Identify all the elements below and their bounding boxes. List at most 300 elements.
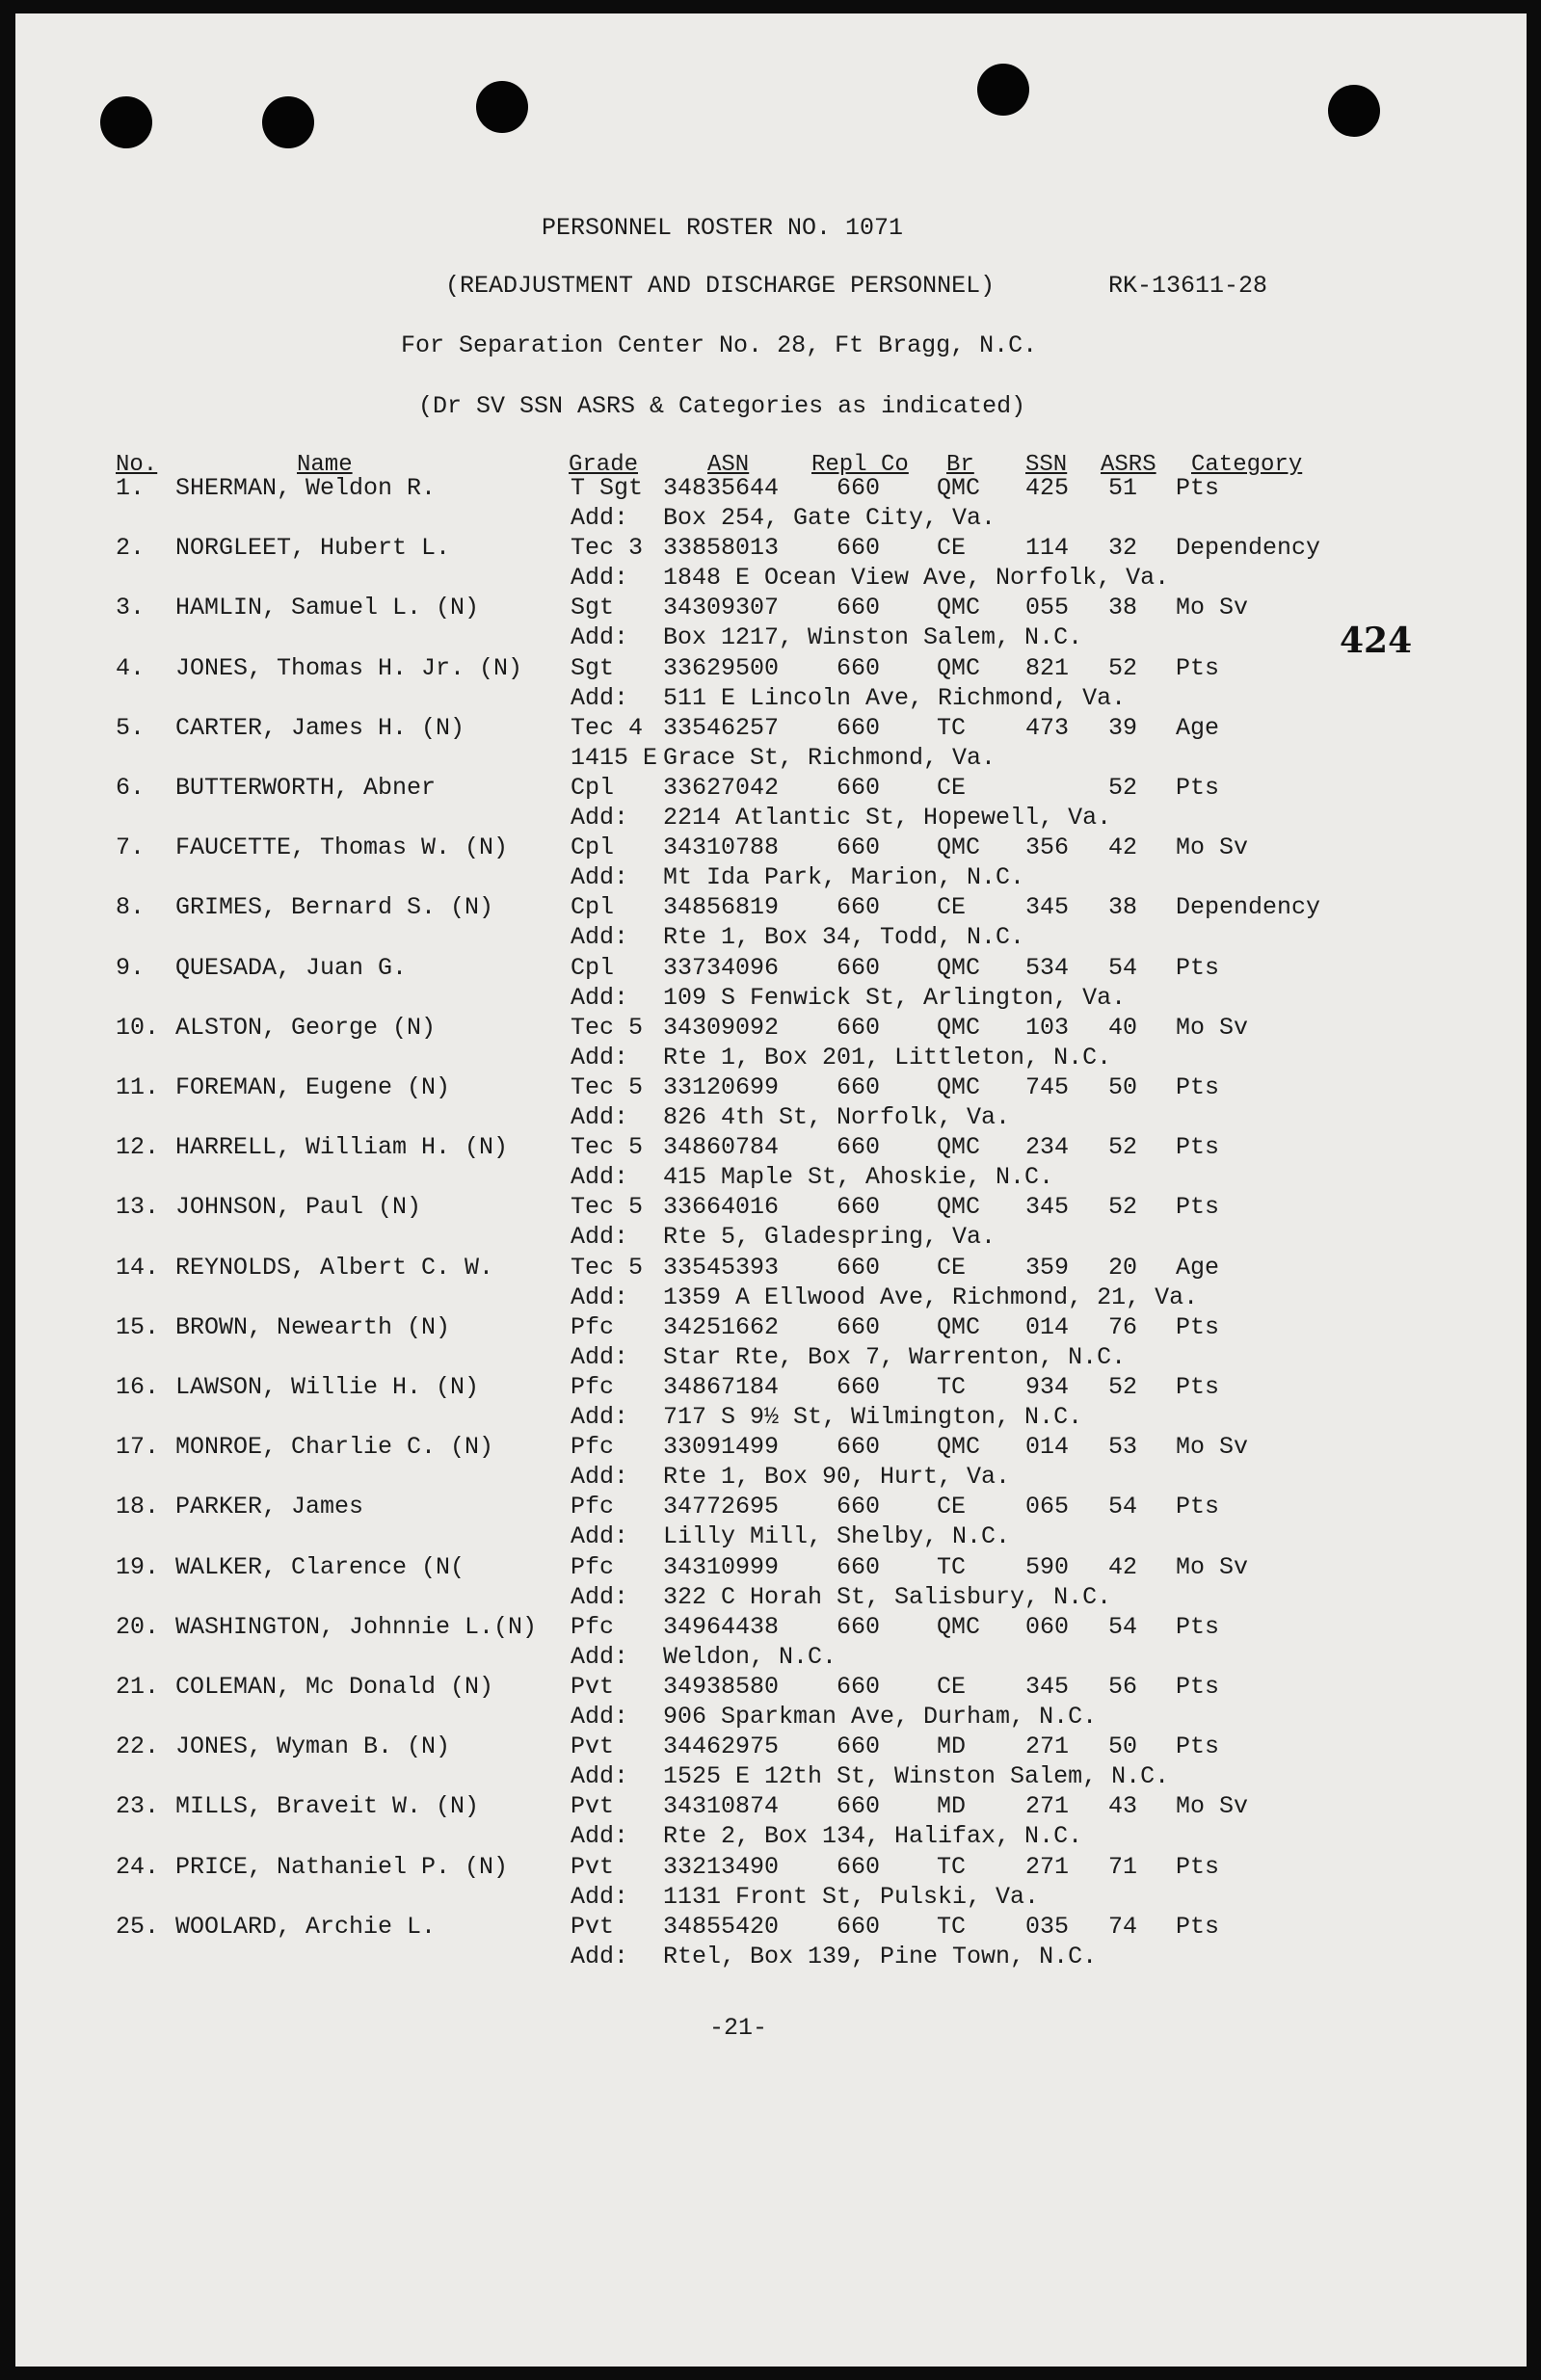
row-grade: Tec 5 [571, 1253, 644, 1282]
row-name: SHERMAN, Weldon R. [175, 474, 437, 502]
table-row [15, 1254, 1527, 1313]
row-name: MONROE, Charlie C. (N) [175, 1433, 494, 1462]
row-asrs: 51 [1108, 474, 1138, 502]
row-address-label: Add: [571, 923, 629, 952]
col-br: Br [946, 452, 974, 478]
row-repl-co: 660 [837, 893, 881, 922]
row-branch: CE [937, 1253, 967, 1282]
row-category: Mo Sv [1176, 833, 1249, 862]
row-branch: QMC [937, 1312, 981, 1341]
row-grade: Pfc [571, 1373, 615, 1401]
row-asn: 33734096 [663, 953, 780, 982]
row-ssn: 035 [1025, 1912, 1070, 1941]
row-branch: QMC [937, 1612, 981, 1641]
row-asn: 34867184 [663, 1373, 780, 1401]
row-grade: Pvt [571, 1732, 615, 1761]
row-asrs: 52 [1108, 1373, 1138, 1401]
row-category: Dependency [1176, 893, 1321, 922]
row-ssn: 821 [1025, 653, 1070, 682]
table-row [15, 1014, 1527, 1073]
row-asrs: 54 [1108, 1493, 1138, 1521]
row-category: Pts [1176, 1193, 1220, 1222]
row-repl-co: 660 [837, 1312, 881, 1341]
row-branch: QMC [937, 953, 981, 982]
row-address: Rte 1, Box 90, Hurt, Va. [663, 1463, 1011, 1492]
row-address-label: Add: [571, 1103, 629, 1131]
roster-title: PERSONNEL ROSTER NO. 1071 [542, 214, 904, 242]
row-repl-co: 660 [837, 1073, 881, 1101]
row-address-label: Add: [571, 1942, 629, 1970]
row-category: Pts [1176, 1912, 1220, 1941]
row-number: 12. [116, 1133, 160, 1162]
row-branch: CE [937, 893, 967, 922]
row-number: 2. [116, 534, 146, 563]
row-asn: 34310788 [663, 833, 780, 862]
table-row [15, 1313, 1527, 1373]
row-asrs: 74 [1108, 1912, 1138, 1941]
row-branch: QMC [937, 1013, 981, 1042]
row-asrs: 32 [1108, 534, 1138, 563]
row-number: 9. [116, 953, 146, 982]
row-asn: 34309307 [663, 594, 780, 622]
col-name: Name [297, 452, 353, 478]
row-address-label: Add: [571, 564, 629, 593]
col-asn: ASN [707, 452, 750, 478]
page-number: -21- [709, 2014, 768, 2042]
row-number: 8. [116, 893, 146, 922]
row-ssn: 234 [1025, 1133, 1070, 1162]
row-address: 1359 A Ellwood Ave, Richmond, 21, Va. [663, 1283, 1199, 1311]
row-address-label: 1415 E [571, 743, 658, 772]
page-stamp: 424 [1340, 621, 1413, 661]
row-grade: Tec 4 [571, 713, 644, 742]
row-branch: QMC [937, 1133, 981, 1162]
row-ssn: 345 [1025, 1193, 1070, 1222]
row-address: 1848 E Ocean View Ave, Norfolk, Va. [663, 564, 1170, 593]
row-repl-co: 660 [837, 833, 881, 862]
row-repl-co: 660 [837, 1612, 881, 1641]
row-number: 24. [116, 1852, 160, 1881]
row-name: LAWSON, Willie H. (N) [175, 1373, 480, 1401]
row-asn: 34462975 [663, 1732, 780, 1761]
row-grade: Pfc [571, 1493, 615, 1521]
table-row [15, 1493, 1527, 1552]
table-row [15, 774, 1527, 833]
row-grade: Pvt [571, 1792, 615, 1821]
row-repl-co: 660 [837, 953, 881, 982]
row-asrs: 71 [1108, 1852, 1138, 1881]
row-branch: MD [937, 1732, 967, 1761]
row-name: FOREMAN, Eugene (N) [175, 1073, 451, 1101]
row-ssn: 114 [1025, 534, 1070, 563]
row-name: REYNOLDS, Albert C. W. [175, 1253, 494, 1282]
col-category: Category [1191, 452, 1303, 478]
table-row [15, 1373, 1527, 1433]
row-repl-co: 660 [837, 713, 881, 742]
row-category: Pts [1176, 653, 1220, 682]
table-row [15, 1673, 1527, 1732]
row-address-label: Add: [571, 1822, 629, 1851]
table-row [15, 1792, 1527, 1852]
row-address: Star Rte, Box 7, Warrenton, N.C. [663, 1342, 1127, 1371]
row-grade: Cpl [571, 953, 615, 982]
row-number: 17. [116, 1433, 160, 1462]
row-branch: CE [937, 774, 967, 802]
row-asn: 33545393 [663, 1253, 780, 1282]
row-address-label: Add: [571, 1703, 629, 1731]
table-row [15, 714, 1527, 774]
row-repl-co: 660 [837, 1792, 881, 1821]
row-ssn: 425 [1025, 474, 1070, 502]
table-row [15, 1133, 1527, 1193]
row-ssn: 103 [1025, 1013, 1070, 1042]
row-address: Rtel, Box 139, Pine Town, N.C. [663, 1942, 1098, 1970]
row-name: PARKER, James [175, 1493, 364, 1521]
row-repl-co: 660 [837, 1133, 881, 1162]
row-branch: CE [937, 1493, 967, 1521]
row-asrs: 52 [1108, 1193, 1138, 1222]
row-repl-co: 660 [837, 1433, 881, 1462]
table-row [15, 1913, 1527, 1972]
row-ssn: 345 [1025, 1673, 1070, 1701]
row-address: 826 4th St, Norfolk, Va. [663, 1103, 1011, 1131]
row-repl-co: 660 [837, 474, 881, 502]
row-grade: Pfc [571, 1312, 615, 1341]
col-grade: Grade [569, 452, 639, 478]
table-row [15, 1073, 1527, 1133]
row-address: Rte 1, Box 201, Littleton, N.C. [663, 1043, 1112, 1071]
row-number: 15. [116, 1312, 160, 1341]
row-number: 11. [116, 1073, 160, 1101]
row-category: Mo Sv [1176, 1433, 1249, 1462]
row-branch: QMC [937, 653, 981, 682]
row-number: 23. [116, 1792, 160, 1821]
row-number: 6. [116, 774, 146, 802]
table-row [15, 893, 1527, 953]
row-asn: 34772695 [663, 1493, 780, 1521]
row-branch: QMC [937, 594, 981, 622]
row-number: 5. [116, 713, 146, 742]
punch-hole [476, 81, 528, 133]
row-grade: Pfc [571, 1612, 615, 1641]
row-name: COLEMAN, Mc Donald (N) [175, 1673, 494, 1701]
row-branch: QMC [937, 1193, 981, 1222]
row-ssn: 745 [1025, 1073, 1070, 1101]
row-number: 19. [116, 1552, 160, 1581]
row-asrs: 38 [1108, 594, 1138, 622]
row-branch: QMC [937, 1073, 981, 1101]
row-repl-co: 660 [837, 1732, 881, 1761]
row-number: 13. [116, 1193, 160, 1222]
row-grade: Pvt [571, 1673, 615, 1701]
row-name: WALKER, Clarence (N( [175, 1552, 465, 1581]
row-address: 717 S 9½ St, Wilmington, N.C. [663, 1403, 1083, 1431]
punch-hole [262, 96, 314, 148]
row-ssn: 271 [1025, 1792, 1070, 1821]
punch-hole [1328, 85, 1380, 137]
row-ssn: 345 [1025, 893, 1070, 922]
table-row [15, 594, 1527, 653]
row-ssn: 060 [1025, 1612, 1070, 1641]
row-address: Weldon, N.C. [663, 1642, 837, 1671]
row-name: JONES, Thomas H. Jr. (N) [175, 653, 523, 682]
row-asn: 34309092 [663, 1013, 780, 1042]
row-address-label: Add: [571, 623, 629, 652]
row-repl-co: 660 [837, 774, 881, 802]
row-asrs: 54 [1108, 1612, 1138, 1641]
row-number: 7. [116, 833, 146, 862]
row-address-label: Add: [571, 1043, 629, 1071]
row-asn: 34310874 [663, 1792, 780, 1821]
row-category: Pts [1176, 474, 1220, 502]
row-number: 20. [116, 1612, 160, 1641]
row-repl-co: 660 [837, 1852, 881, 1881]
roster-note: (Dr SV SSN ASRS & Categories as indicated) [418, 392, 1026, 420]
row-number: 22. [116, 1732, 160, 1761]
row-name: BROWN, Newearth (N) [175, 1312, 451, 1341]
row-grade: Pvt [571, 1912, 615, 1941]
table-row [15, 1193, 1527, 1253]
row-name: CARTER, James H. (N) [175, 713, 465, 742]
row-grade: Tec 5 [571, 1133, 644, 1162]
row-asn: 34835644 [663, 474, 780, 502]
row-grade: Cpl [571, 833, 615, 862]
row-number: 21. [116, 1673, 160, 1701]
row-address-label: Add: [571, 1163, 629, 1192]
row-asrs: 52 [1108, 1133, 1138, 1162]
row-grade: Tec 3 [571, 534, 644, 563]
row-category: Pts [1176, 1852, 1220, 1881]
row-grade: Tec 5 [571, 1193, 644, 1222]
row-grade: Sgt [571, 653, 615, 682]
row-name: WASHINGTON, Johnnie L.(N) [175, 1612, 538, 1641]
row-address: Grace St, Richmond, Va. [663, 743, 996, 772]
row-asn: 34310999 [663, 1552, 780, 1581]
row-address-label: Add: [571, 804, 629, 832]
row-grade: Tec 5 [571, 1013, 644, 1042]
row-address-label: Add: [571, 504, 629, 532]
row-number: 4. [116, 653, 146, 682]
table-row [15, 1433, 1527, 1493]
row-number: 1. [116, 474, 146, 502]
roster-page [15, 13, 1527, 2367]
row-asn: 34938580 [663, 1673, 780, 1701]
table-row [15, 1853, 1527, 1913]
row-asrs: 38 [1108, 893, 1138, 922]
row-category: Mo Sv [1176, 1013, 1249, 1042]
row-branch: TC [937, 1912, 967, 1941]
row-branch: CE [937, 1673, 967, 1701]
row-asn: 33858013 [663, 534, 780, 563]
table-row [15, 833, 1527, 893]
row-category: Pts [1176, 774, 1220, 802]
row-category: Pts [1176, 1373, 1220, 1401]
row-category: Pts [1176, 1073, 1220, 1101]
row-repl-co: 660 [837, 1013, 881, 1042]
row-category: Pts [1176, 953, 1220, 982]
row-repl-co: 660 [837, 653, 881, 682]
row-address-label: Add: [571, 1582, 629, 1611]
col-no: No. [116, 452, 158, 478]
row-asrs: 40 [1108, 1013, 1138, 1042]
row-asrs: 52 [1108, 653, 1138, 682]
col-asrs: ASRS [1101, 452, 1156, 478]
row-address-label: Add: [571, 1463, 629, 1492]
table-row [15, 474, 1527, 534]
row-branch: CE [937, 534, 967, 563]
row-asn: 34251662 [663, 1312, 780, 1341]
row-grade: Cpl [571, 774, 615, 802]
row-asrs: 50 [1108, 1073, 1138, 1101]
row-category: Mo Sv [1176, 594, 1249, 622]
row-address: Rte 5, Gladespring, Va. [663, 1223, 996, 1252]
row-name: WOOLARD, Archie L. [175, 1912, 437, 1941]
row-grade: Pfc [571, 1552, 615, 1581]
row-name: QUESADA, Juan G. [175, 953, 408, 982]
row-address: 415 Maple St, Ahoskie, N.C. [663, 1163, 1054, 1192]
row-ssn: 014 [1025, 1312, 1070, 1341]
row-ssn: 934 [1025, 1373, 1070, 1401]
table-row [15, 1732, 1527, 1792]
row-ssn: 534 [1025, 953, 1070, 982]
row-asn: 33120699 [663, 1073, 780, 1101]
row-address: 322 C Horah St, Salisbury, N.C. [663, 1582, 1112, 1611]
row-address: Box 254, Gate City, Va. [663, 504, 996, 532]
row-branch: TC [937, 1373, 967, 1401]
row-branch: QMC [937, 833, 981, 862]
row-address-label: Add: [571, 1223, 629, 1252]
row-address-label: Add: [571, 1342, 629, 1371]
row-address-label: Add: [571, 863, 629, 892]
row-asrs: 54 [1108, 953, 1138, 982]
row-number: 18. [116, 1493, 160, 1521]
row-name: JONES, Wyman B. (N) [175, 1732, 451, 1761]
row-repl-co: 660 [837, 1912, 881, 1941]
row-category: Pts [1176, 1493, 1220, 1521]
row-asrs: 76 [1108, 1312, 1138, 1341]
row-category: Pts [1176, 1612, 1220, 1641]
row-ssn: 271 [1025, 1732, 1070, 1761]
row-branch: MD [937, 1792, 967, 1821]
row-address: 2214 Atlantic St, Hopewell, Va. [663, 804, 1112, 832]
row-asrs: 50 [1108, 1732, 1138, 1761]
row-repl-co: 660 [837, 1673, 881, 1701]
row-address: Mt Ida Park, Marion, N.C. [663, 863, 1025, 892]
row-asrs: 56 [1108, 1673, 1138, 1701]
row-category: Pts [1176, 1312, 1220, 1341]
row-asn: 33629500 [663, 653, 780, 682]
row-address: 109 S Fenwick St, Arlington, Va. [663, 983, 1127, 1012]
row-branch: TC [937, 1552, 967, 1581]
row-asn: 33213490 [663, 1852, 780, 1881]
row-asn: 33627042 [663, 774, 780, 802]
row-address: 511 E Lincoln Ave, Richmond, Va. [663, 683, 1127, 712]
row-address: Box 1217, Winston Salem, N.C. [663, 623, 1083, 652]
row-repl-co: 660 [837, 1253, 881, 1282]
row-number: 16. [116, 1373, 160, 1401]
separation-center: For Separation Center No. 28, Ft Bragg, N.C. [401, 331, 1038, 359]
row-name: BUTTERWORTH, Abner [175, 774, 437, 802]
row-address-label: Add: [571, 1283, 629, 1311]
row-name: JOHNSON, Paul (N) [175, 1193, 422, 1222]
row-grade: Tec 5 [571, 1073, 644, 1101]
row-address-label: Add: [571, 1522, 629, 1551]
row-asrs: 20 [1108, 1253, 1138, 1282]
row-category: Mo Sv [1176, 1792, 1249, 1821]
row-number: 3. [116, 594, 146, 622]
row-ssn: 014 [1025, 1433, 1070, 1462]
table-row [15, 1553, 1527, 1613]
row-number: 25. [116, 1912, 160, 1941]
row-ssn: 055 [1025, 594, 1070, 622]
row-category: Pts [1176, 1673, 1220, 1701]
row-name: ALSTON, George (N) [175, 1013, 437, 1042]
row-asrs: 42 [1108, 833, 1138, 862]
row-grade: Sgt [571, 594, 615, 622]
row-name: GRIMES, Bernard S. (N) [175, 893, 494, 922]
row-branch: TC [937, 1852, 967, 1881]
row-repl-co: 660 [837, 594, 881, 622]
reference-number: RK-13611-28 [1108, 272, 1268, 300]
row-asrs: 42 [1108, 1552, 1138, 1581]
row-address: Rte 2, Box 134, Halifax, N.C. [663, 1822, 1083, 1851]
row-branch: QMC [937, 474, 981, 502]
row-number: 14. [116, 1253, 160, 1282]
row-ssn: 590 [1025, 1552, 1070, 1581]
row-ssn: 271 [1025, 1852, 1070, 1881]
row-grade: Pvt [571, 1852, 615, 1881]
row-address: 906 Sparkman Ave, Durham, N.C. [663, 1703, 1098, 1731]
row-address: 1131 Front St, Pulski, Va. [663, 1882, 1040, 1911]
row-ssn: 359 [1025, 1253, 1070, 1282]
row-address-label: Add: [571, 983, 629, 1012]
row-asrs: 53 [1108, 1433, 1138, 1462]
table-row [15, 954, 1527, 1014]
row-category: Age [1176, 713, 1220, 742]
table-row [15, 654, 1527, 714]
row-address: Rte 1, Box 34, Todd, N.C. [663, 923, 1025, 952]
row-category: Pts [1176, 1732, 1220, 1761]
row-asn: 34855420 [663, 1912, 780, 1941]
row-grade: Cpl [571, 893, 615, 922]
col-ssn: SSN [1025, 452, 1068, 478]
row-ssn: 065 [1025, 1493, 1070, 1521]
row-asn: 33546257 [663, 713, 780, 742]
col-repl-co: Repl Co [811, 452, 909, 478]
row-name: HAMLIN, Samuel L. (N) [175, 594, 480, 622]
row-address-label: Add: [571, 1762, 629, 1791]
row-grade: Pfc [571, 1433, 615, 1462]
row-repl-co: 660 [837, 1373, 881, 1401]
row-repl-co: 660 [837, 1552, 881, 1581]
row-branch: TC [937, 713, 967, 742]
punch-hole [100, 96, 152, 148]
row-address-label: Add: [571, 683, 629, 712]
row-address-label: Add: [571, 1642, 629, 1671]
row-asn: 34964438 [663, 1612, 780, 1641]
row-name: HARRELL, William H. (N) [175, 1133, 509, 1162]
row-address-label: Add: [571, 1882, 629, 1911]
row-asn: 34860784 [663, 1133, 780, 1162]
row-name: MILLS, Braveit W. (N) [175, 1792, 480, 1821]
row-name: NORGLEET, Hubert L. [175, 534, 451, 563]
row-address: 1525 E 12th St, Winston Salem, N.C. [663, 1762, 1170, 1791]
row-asn: 34856819 [663, 893, 780, 922]
row-category: Age [1176, 1253, 1220, 1282]
row-ssn: 356 [1025, 833, 1070, 862]
row-grade: T Sgt [571, 474, 644, 502]
row-branch: QMC [937, 1433, 981, 1462]
